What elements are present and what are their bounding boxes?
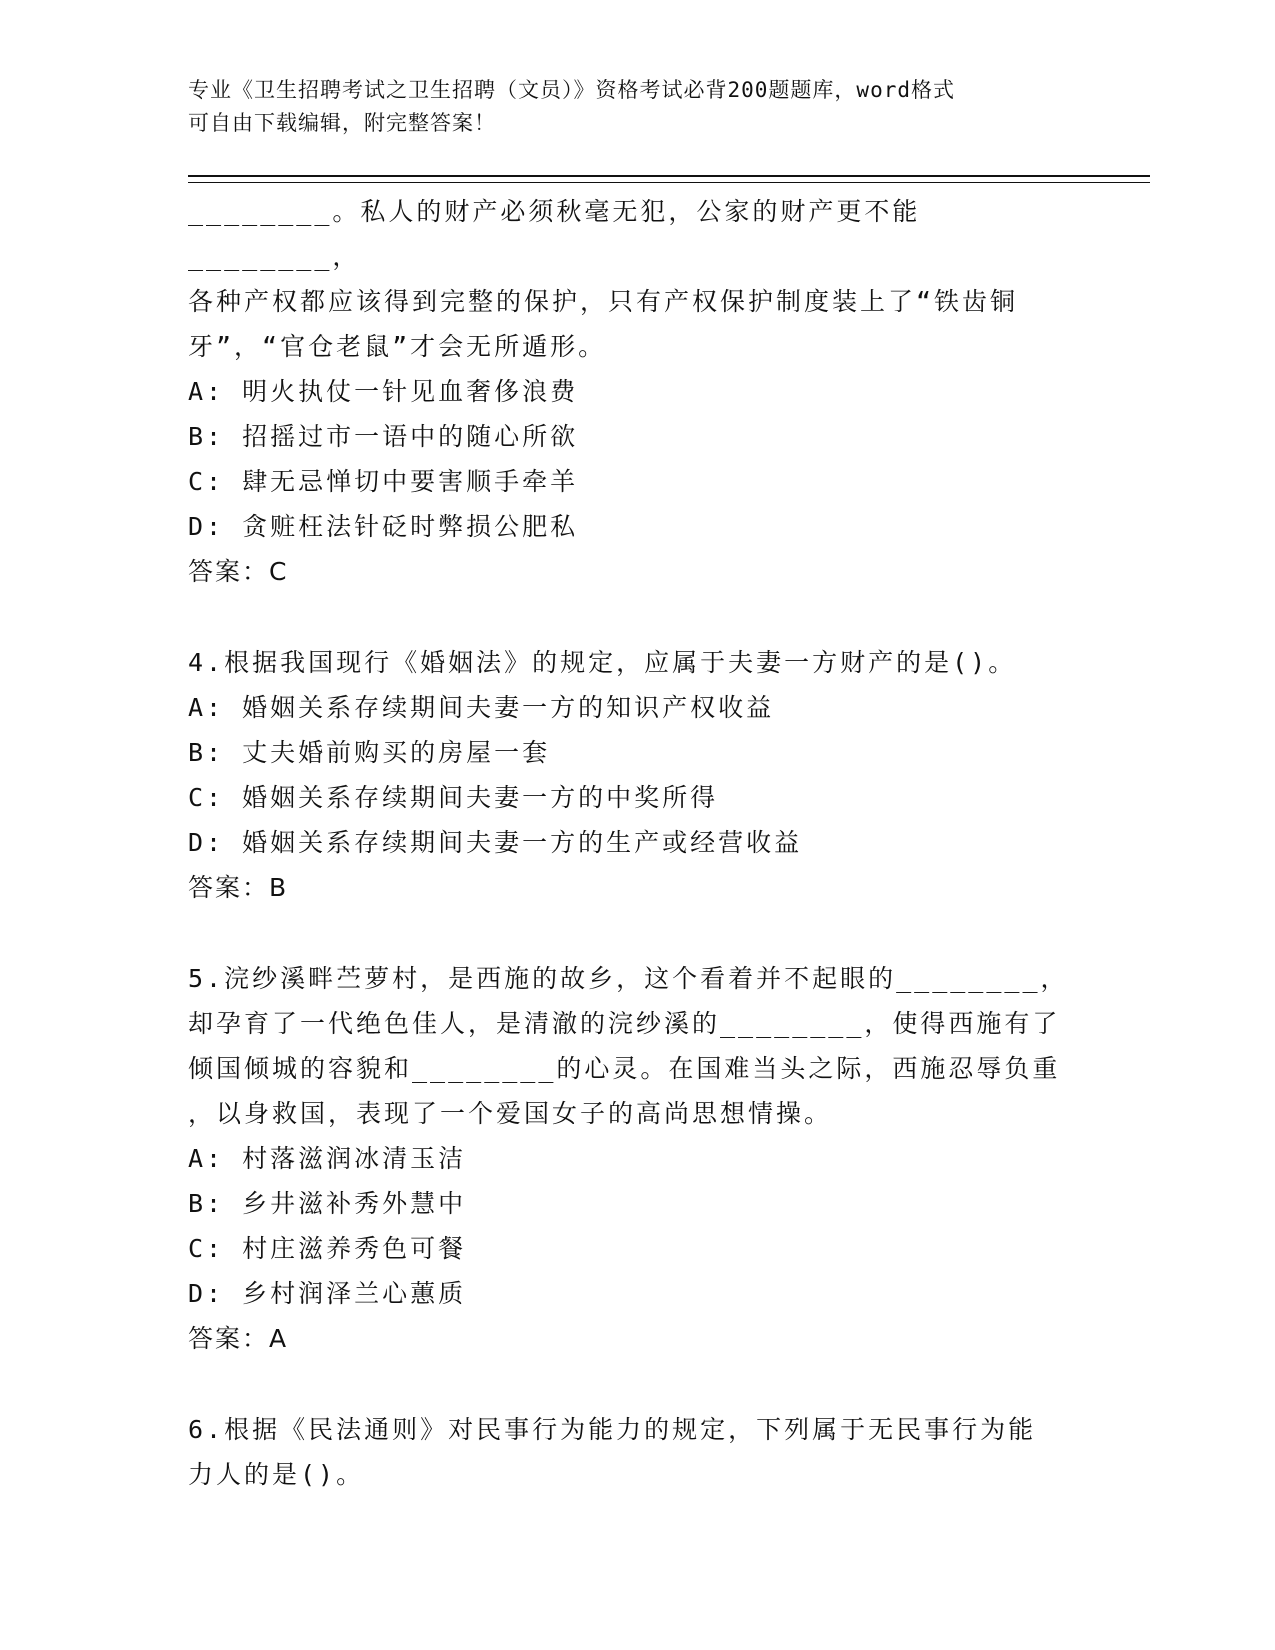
option-c: C: 肆无忌惮切中要害顺手牵羊 <box>188 467 579 496</box>
option-a: A: 明火执仗一针见血奢侈浪费 <box>188 377 579 406</box>
document-body <box>188 189 1078 1497</box>
question-text-line: 4.根据我国现行《婚姻法》的规定，应属于夫妻一方财产的是()。 <box>188 648 1017 677</box>
question-text-line: 力人的是()。 <box>188 1460 365 1489</box>
question-spacer <box>188 910 1078 956</box>
option-b: B: 招摇过市一语中的随心所欲 <box>188 422 579 451</box>
option-a: A: 村落滋润冰清玉洁 <box>188 1144 467 1173</box>
document-header <box>188 74 1068 140</box>
header-rule-thick <box>188 175 1150 177</box>
question-5 <box>188 956 1078 1361</box>
question-text-line: 牙”，“官仓老鼠”才会无所遁形。 <box>188 332 607 361</box>
option-d: D: 婚姻关系存续期间夫妻一方的生产或经营收益 <box>188 828 803 857</box>
option-c: C: 婚姻关系存续期间夫妻一方的中奖所得 <box>188 783 719 812</box>
option-d: D: 贪赃枉法针砭时弊损公肥私 <box>188 512 579 541</box>
question-4 <box>188 640 1078 910</box>
answer: 答案：C <box>188 557 289 586</box>
question-text-line: 5.浣纱溪畔苎萝村，是西施的故乡，这个看着并不起眼的________， <box>188 964 1069 993</box>
option-b: B: 乡井滋补秀外慧中 <box>188 1189 467 1218</box>
header-line-1: 专业《卫生招聘考试之卫生招聘（文员）》资格考试必背200题题库，word格式 <box>188 78 955 102</box>
answer: 答案：A <box>188 1324 289 1353</box>
question-spacer <box>188 1361 1078 1407</box>
option-d: D: 乡村润泽兰心蕙质 <box>188 1279 467 1308</box>
question-text-line: 倾国倾城的容貌和________的心灵。在国难当头之际，西施忍辱负重 <box>188 1054 1061 1083</box>
header-line-2: 可自由下载编辑，附完整答案！ <box>188 111 496 135</box>
question-text-line: 各种产权都应该得到完整的保护，只有产权保护制度装上了“铁齿铜 <box>188 287 1019 316</box>
option-a: A: 婚姻关系存续期间夫妻一方的知识产权收益 <box>188 693 775 722</box>
question-text-line: ________。私人的财产必须秋毫无犯，公家的财产更不能________， <box>188 197 921 271</box>
answer: 答案：B <box>188 873 289 902</box>
question-text-line: ，以身救国，表现了一个爱国女子的高尚思想情操。 <box>188 1099 833 1128</box>
question-text-line: 6.根据《民法通则》对民事行为能力的规定，下列属于无民事行为能 <box>188 1415 1037 1444</box>
question-6 <box>188 1407 1078 1497</box>
option-c: C: 村庄滋养秀色可餐 <box>188 1234 467 1263</box>
question-3 <box>188 189 1078 594</box>
option-b: B: 丈夫婚前购买的房屋一套 <box>188 738 551 767</box>
question-spacer <box>188 594 1078 640</box>
header-rule-thin <box>188 182 1150 183</box>
question-text-line: 却孕育了一代绝色佳人，是清澈的浣纱溪的________，使得西施有了 <box>188 1009 1061 1038</box>
